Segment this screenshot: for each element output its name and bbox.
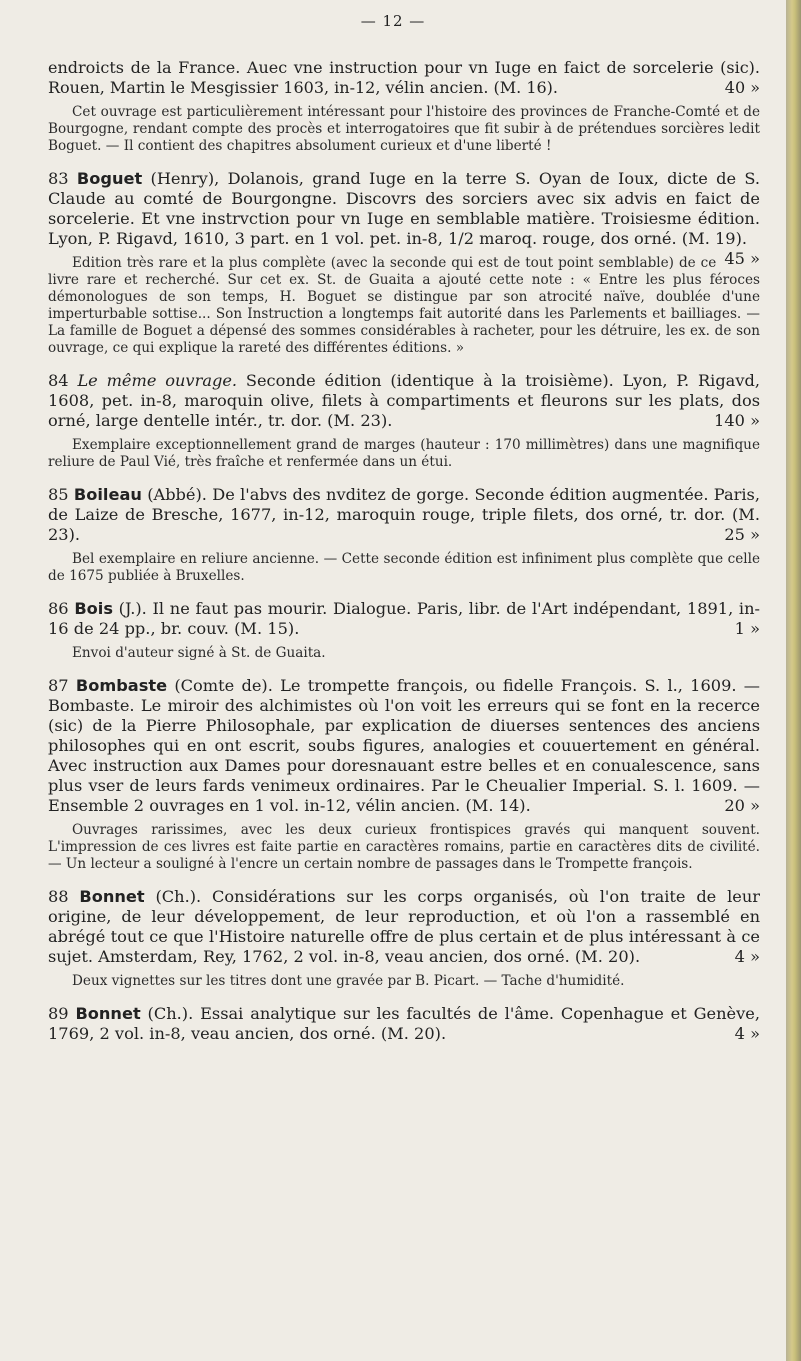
- entry-number: 87: [48, 676, 69, 695]
- entry-87: [48, 676, 760, 873]
- entry-88: [48, 887, 760, 990]
- entry-number: 85: [48, 485, 69, 504]
- entry-number: 86: [48, 599, 69, 618]
- entry-price: 4 »: [734, 947, 760, 966]
- entry-number: 84: [48, 371, 69, 390]
- entry-price: 4 »: [734, 1024, 760, 1043]
- entry-main: 83 Boguet (Henry), Dolanois, grand Iuge en la terre S. Oyan de Ioux, dicte de S. Claude au comté de Bourgongne. Discovrs des sorciers avec six advis en faict de sorcelerie. Et vne instrvction pour vn Iuge en semblable matière. Troisiesme édition. Lyon, P. Rigavd, 1610, 3 part. en 1 vol. pet. in-8, 1/2 maroq. rouge, dos orné. (M. 19). 45 »: [48, 169, 760, 268]
- entry-author: Bonnet: [75, 1004, 141, 1023]
- entry-price: 140 »: [714, 411, 760, 430]
- entry-number: 89: [48, 1004, 69, 1023]
- entry-84: [48, 371, 760, 471]
- page-number: — 12 —: [360, 12, 426, 30]
- entry-author: Boileau: [73, 485, 142, 504]
- entry-note: Exemplaire exceptionnellement grand de marges (hauteur : 170 millimètres) dans une magnifique reliure de Paul Vié, très fraîche et renfermée dans un étui.: [48, 437, 760, 470]
- entry-main: 89 Bonnet (Ch.). Essai analytique sur les facultés de l'âme. Copenhague et Genève, 1769, 2 vol. in-8, veau ancien, dos orné. (M. 20). 4 »: [48, 1004, 760, 1043]
- entry-price: 1 »: [734, 619, 760, 638]
- entry-continuation: [48, 58, 760, 155]
- entry-86: [48, 599, 760, 662]
- entry-85: [48, 485, 760, 585]
- entry-note: Cet ouvrage est particulièrement intéressant pour l'histoire des provinces de Franche-Comté et de Bourgogne, rendant compte des procès et interrogatoires que fit subir à de prétendues sorcières ledit Boguet. — Il contient des chapitres absolument curieux et d'une liberté !: [48, 104, 760, 154]
- entry-author: Bonnet: [79, 887, 145, 906]
- entry-price: 40 »: [724, 78, 760, 97]
- entry-note: Envoi d'auteur signé à St. de Guaita.: [72, 645, 326, 661]
- entry-price: 25 »: [724, 525, 760, 544]
- entry-main: 84 Le même ouvrage. Seconde édition (identique à la troisième). Lyon, P. Rigavd, 1608, pet. in-8, maroquin olive, filets à compartiments et fleurons sur les plats, dos orné, large dentelle intér., tr. dor. (M. 23). 140 »: [48, 371, 760, 430]
- entry-note: Deux vignettes sur les titres dont une gravée par B. Picart. — Tache d'humidité.: [72, 973, 625, 989]
- entry-main: 86 Bois (J.). Il ne faut pas mourir. Dialogue. Paris, libr. de l'Art indépendant, 1891, in-16 de 24 pp., br. couv. (M. 15). 1 »: [48, 599, 760, 638]
- entry-price: 20 »: [724, 796, 760, 815]
- entry-main: 87 Bombaste (Comte de). Le trompette françois, ou fidelle François. S. l., 1609. — Bombaste. Le miroir des alchimistes où l'on voit les erreurs qui se font en la recerce (sic) de la Pierre Philosophale, par explication de diuerses sentences des anciens philosophes qui en ont escrit, soubs figures, analogies et couuertement en général. Avec instruction aux Dames pour doresnauant estre belles et en conualescence, sans plus vser de leurs fards venimeux ordinaires. Par le Cheualier Imperial. S. l. 1609. — Ensemble 2 ouvrages en 1 vol. in-12, vélin ancien. (M. 14). 20 »: [48, 676, 760, 815]
- entry-author: Boguet: [76, 169, 143, 188]
- entry-83: [48, 169, 760, 357]
- entry-note: Bel exemplaire en reliure ancienne. — Cette seconde édition est infiniment plus complète que celle de 1675 publiée à Bruxelles.: [48, 551, 760, 584]
- entry-number: 88: [48, 887, 69, 906]
- book-page-edge: [786, 0, 801, 1361]
- entry-author: Bois: [74, 599, 113, 618]
- entry-price: 45 »: [724, 249, 760, 268]
- catalogue-entries: [48, 58, 760, 1058]
- entry-main: 88 Bonnet (Ch.). Considérations sur les corps organisés, où l'on traite de leur origine, de leur développement, de leur reproduction, et où l'on a rassemblé en abrégé tout ce que l'Histoire naturelle offre de plus certain et de plus intéressant à ce sujet. Amsterdam, Rey, 1762, 2 vol. in-8, veau ancien, dos orné. (M. 20). 4 »: [48, 887, 760, 966]
- entry-author: Le même ouvrage.: [77, 371, 238, 390]
- entry-89: [48, 1004, 760, 1044]
- entry-number: 83: [48, 169, 69, 188]
- entry-note: Edition très rare et la plus complète (avec la seconde qui est de tout point semblable) de ce livre rare et recherché. Sur cet ex. St. de Guaita a ajouté cette note : « Entre les plus féroces démonologues de son temps, H. Boguet se distingue par son atrocité naïve, doublée d'une imperturbable sottise... Son Instruction a longtemps fait autorité dans les Parlements et bailliages. — La famille de Boguet a dépensé des sommes considérables à racheter, pour les détruire, les ex. de son ouvrage, ce qui explique la rareté des différentes éditions. »: [48, 255, 760, 356]
- entry-author: Bombaste: [75, 676, 168, 695]
- entry-main: endroicts de la France. Auec vne instruction pour vn Iuge en faict de sorcelerie (sic). Rouen, Martin le Mesgissier 1603, in-12, vélin ancien. (M. 16). 40 »: [48, 58, 760, 97]
- entry-main: 85 Boileau (Abbé). De l'abvs des nvditez de gorge. Seconde édition augmentée. Paris, de Laize de Bresche, 1677, in-12, maroquin rouge, triple filets, dos orné, tr. dor. (M. 23). 25 »: [48, 485, 760, 544]
- entry-note: Ouvrages rarissimes, avec les deux curieux frontispices gravés qui manquent souvent. L'impression de ces livres est faite partie en caractères romains, partie en caractères dits de civilité. — Un lecteur a souligné à l'encre un certain nombre de passages dans le Trompette françois.: [48, 822, 760, 872]
